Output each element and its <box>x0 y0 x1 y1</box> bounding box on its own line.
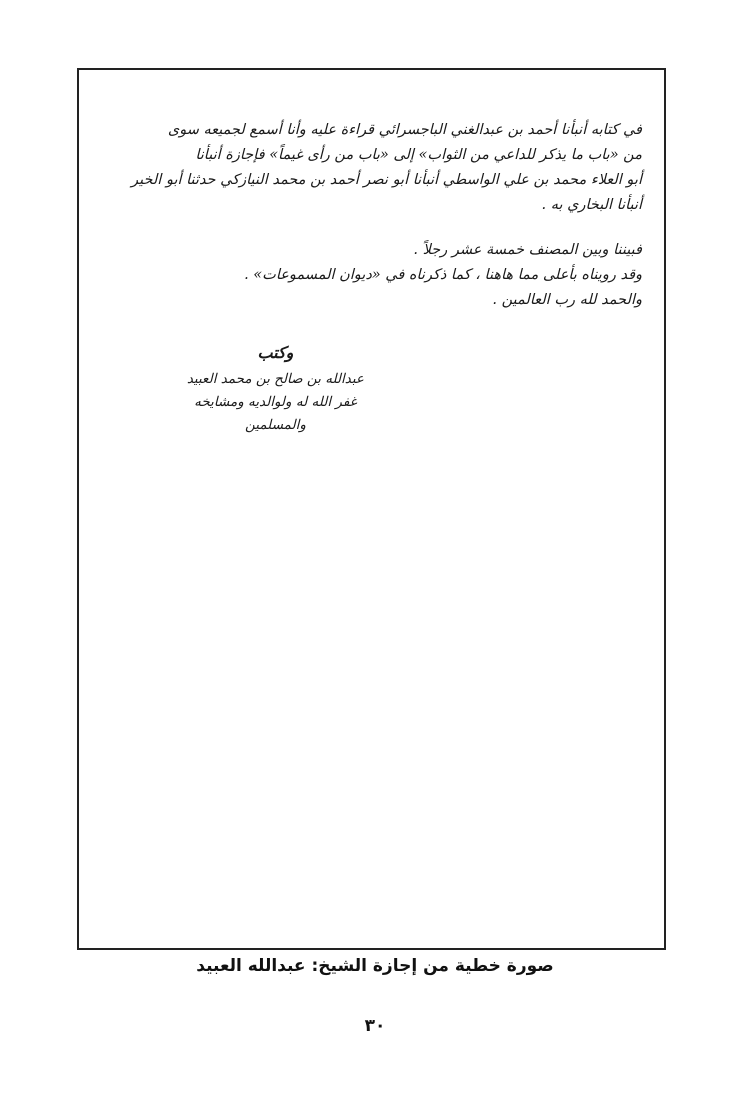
manuscript-line: أنبأنا البخاري به . <box>541 197 642 213</box>
signature-heading: وكتب <box>257 343 294 362</box>
manuscript-line: فبيننا وبين المصنف خمسة عشر رجلاً . <box>413 242 642 258</box>
page-number: ٣٠ <box>364 1016 386 1036</box>
manuscript-line: وقد رويناه بأعلى مما هاهنا ، كما ذكرناه في «ديوان المسموعات» . <box>244 267 642 283</box>
paragraph-chain-of-narration <box>101 118 642 218</box>
signature-line: والمسلمين <box>244 417 306 433</box>
manuscript-line: أبو العلاء محمد بن علي الواسطي أنبأنا أبو نصر أحمد بن محمد النيازكي حدثنا أبو الخير <box>131 172 642 188</box>
signature-block <box>187 338 364 437</box>
manuscript-line: والحمد لله رب العالمين . <box>492 292 642 308</box>
manuscript-line: في كتابه أنبأنا أحمد بن عبدالغني الباجسرائي قراءة عليه وأنا أسمع لجميعه سوى <box>167 122 642 138</box>
manuscript-frame <box>77 68 666 950</box>
manuscript-text <box>101 118 642 313</box>
manuscript-line: من «باب ما يذكر للداعي من الثواب» إلى «باب من رأى غيماً» فإجازة أنبأنا <box>195 147 642 163</box>
paragraph-closing <box>101 238 642 313</box>
signature-line: عبدالله بن صالح بن محمد العبيد <box>186 371 364 387</box>
figure-caption: صورة خطية من إجازة الشيخ: عبدالله العبيد <box>196 956 554 976</box>
signature-line: غفر الله له ولوالديه ومشايخه <box>194 394 357 410</box>
